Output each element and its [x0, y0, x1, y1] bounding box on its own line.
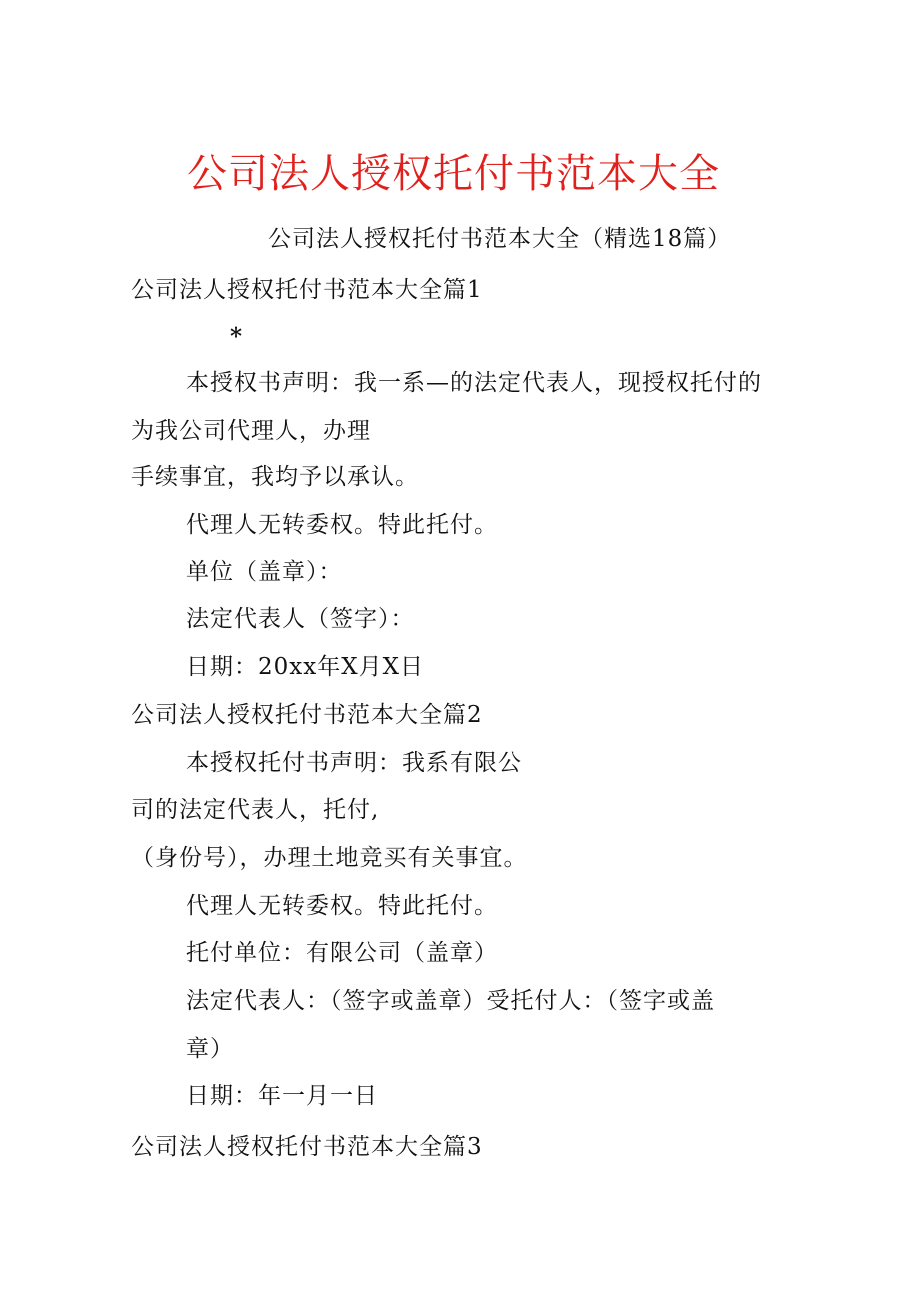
section-1-date: 日期：20xx年X月X日 — [186, 654, 424, 680]
section-2-paragraph-line-2: 司的法定代表人，托付, — [131, 797, 380, 823]
section-1-paragraph-line-1: 本授权书声明：我一系—的法定代表人，现授权托付的 — [186, 370, 762, 396]
section-2-signatures-line-2: 章） — [186, 1036, 234, 1062]
section-1-no-delegation: 代理人无转委权。特此托付。 — [186, 512, 498, 538]
section-1-paragraph-line-2: 为我公司代理人，办理 — [131, 418, 371, 444]
section-2-signatures-line-1: 法定代表人：（签字或盖章）受托付人：（签字或盖 — [186, 988, 715, 1014]
section-1-heading: 公司法人授权托付书范本大全篇1 — [131, 277, 483, 303]
section-1-legal-rep-signature: 法定代表人（签字）： — [186, 606, 415, 632]
section-2-date: 日期：年一月一日 — [186, 1083, 378, 1109]
document-subtitle: 公司法人授权托付书范本大全（精选18篇） — [268, 226, 732, 252]
section-3-heading: 公司法人授权托付书范本大全篇3 — [131, 1134, 483, 1160]
section-2-no-delegation: 代理人无转委权。特此托付。 — [186, 893, 498, 919]
section-1-paragraph-line-3: 手续事宜，我均予以承认。 — [131, 464, 419, 490]
document-title: 公司法人授权托付书范本大全 — [187, 151, 720, 197]
section-2-unit-seal: 托付单位：有限公司（盖章） — [186, 940, 498, 966]
section-2-paragraph-line-3: （身份号），办理土地竞买有关事宜。 — [131, 845, 528, 871]
section-1-unit-seal: 单位（盖章）： — [186, 559, 343, 585]
section-2-heading: 公司法人授权托付书范本大全篇2 — [131, 702, 483, 728]
section-2-paragraph-line-1: 本授权托付书声明：我系有限公 — [186, 750, 522, 776]
section-1-star: * — [230, 323, 244, 350]
